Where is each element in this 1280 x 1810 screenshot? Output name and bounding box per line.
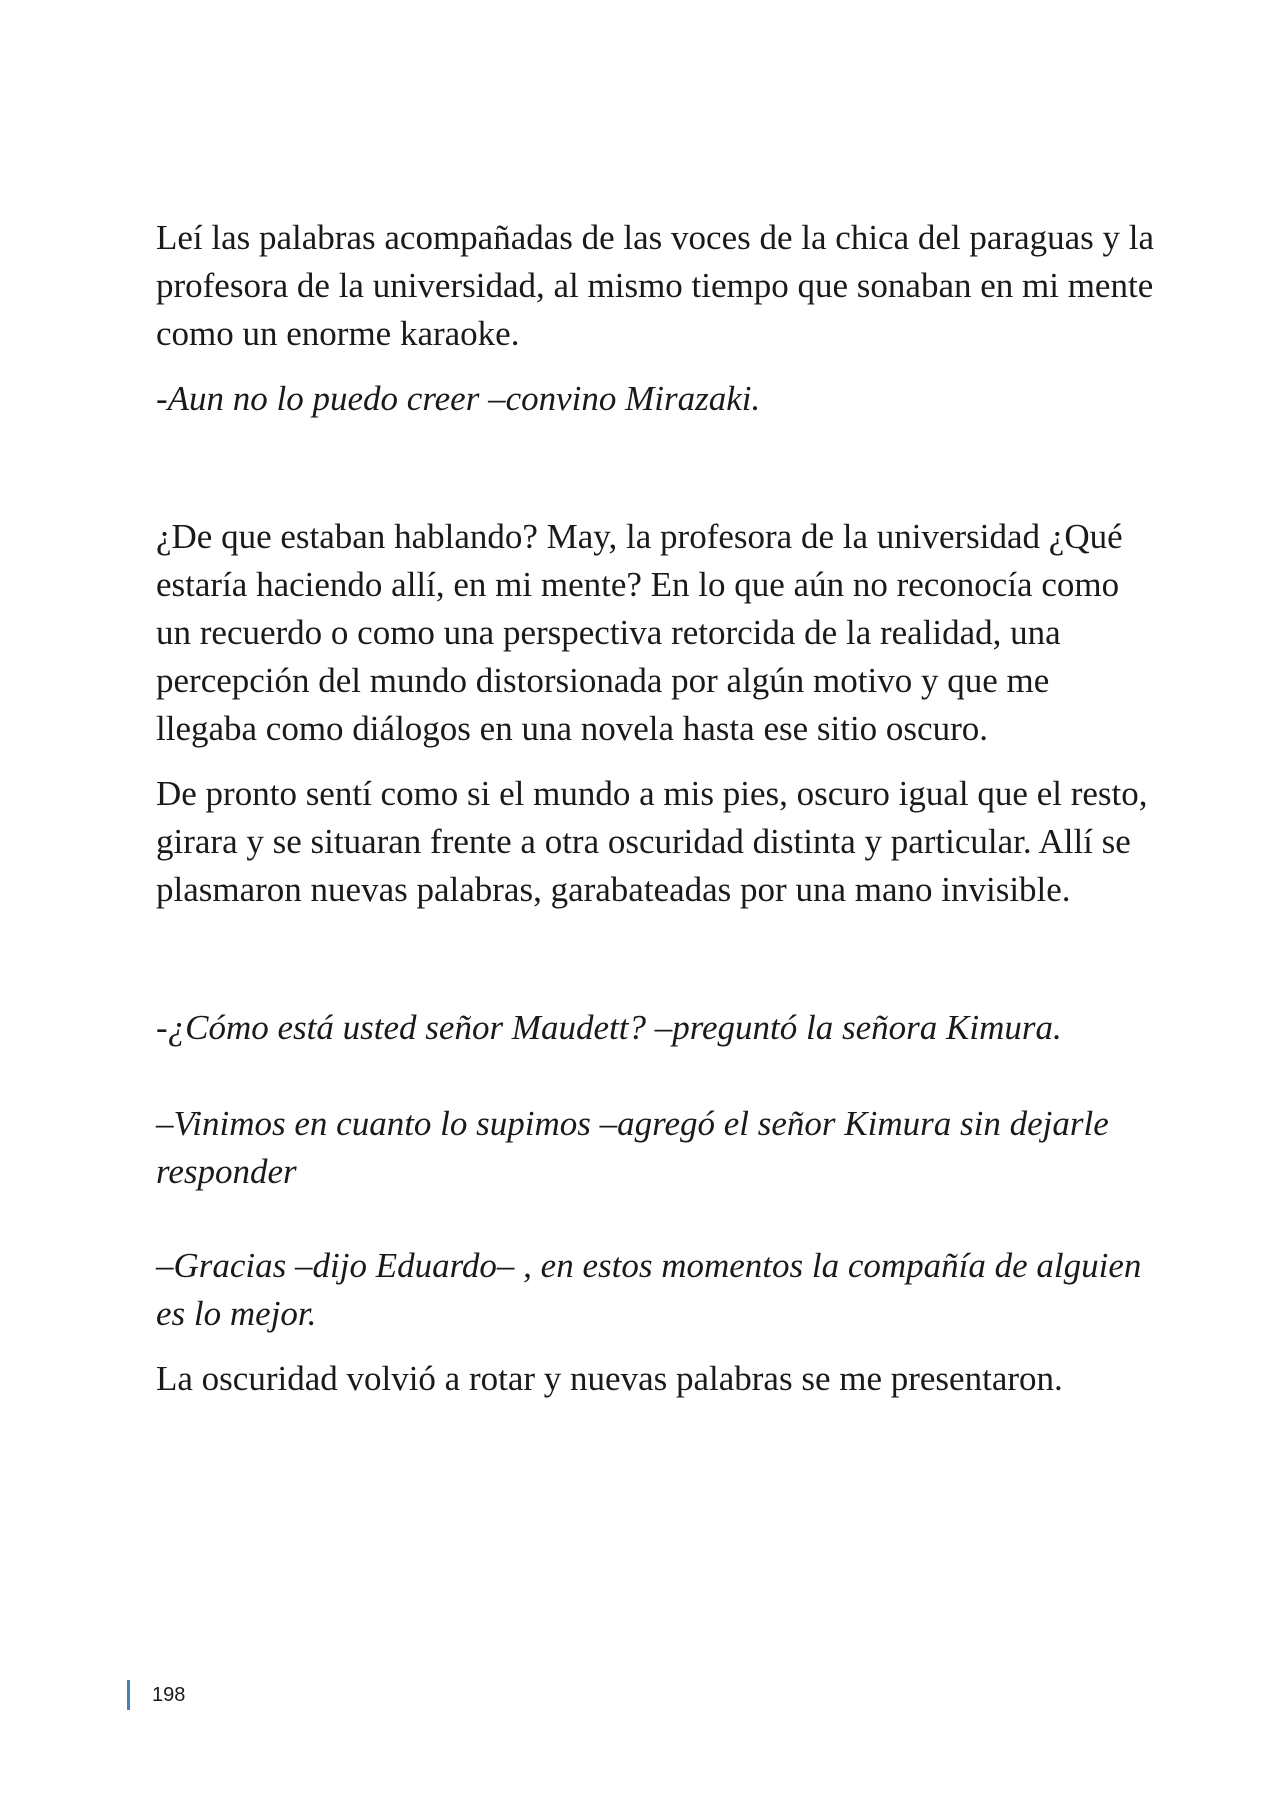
footer-accent-bar xyxy=(127,1680,130,1710)
page-footer xyxy=(127,1680,185,1710)
dialogue-mirazaki: -Aun no lo puedo creer –convino Mirazaki. xyxy=(156,379,761,418)
paragraph-2: ¿De que estaban hablando? May, la profesora de la universidad ¿Qué estaría haciendo allí, en mi mente? En lo que aún no reconocía como un recuerdo o como una perspectiva retorcida de la realidad, una percepción del mundo distorsionada por algún motivo y que me llegaba como diálogos en una novela hasta ese sitio oscuro. xyxy=(156,517,1123,748)
dialogue-eduardo: –Gracias –dijo Eduardo– , en estos momentos la compañía de alguien es lo mejor. xyxy=(156,1246,1142,1333)
dialogue-senora-kimura: -¿Cómo está usted señor Maudett? –preguntó la señora Kimura. xyxy=(156,1008,1062,1047)
page-number: 198 xyxy=(152,1684,186,1706)
paragraph-3: De pronto sentí como si el mundo a mis pies, oscuro igual que el resto, girara y se situaran frente a otra oscuridad distinta y particular. Allí se plasmaron nuevas palabras, garabateadas por una mano invisible. xyxy=(156,774,1148,909)
dialogue-senor-kimura: –Vinimos en cuanto lo supimos –agregó el señor Kimura sin dejarle responder xyxy=(156,1104,1109,1191)
body-text xyxy=(156,214,1156,1403)
paragraph-4: La oscuridad volvió a rotar y nuevas palabras se me presentaron. xyxy=(156,1359,1063,1398)
paragraph-1: Leí las palabras acompañadas de las voces de la chica del paraguas y la profesora de la universidad, al mismo tiempo que sonaban en mi mente como un enorme karaoke. xyxy=(156,218,1155,353)
